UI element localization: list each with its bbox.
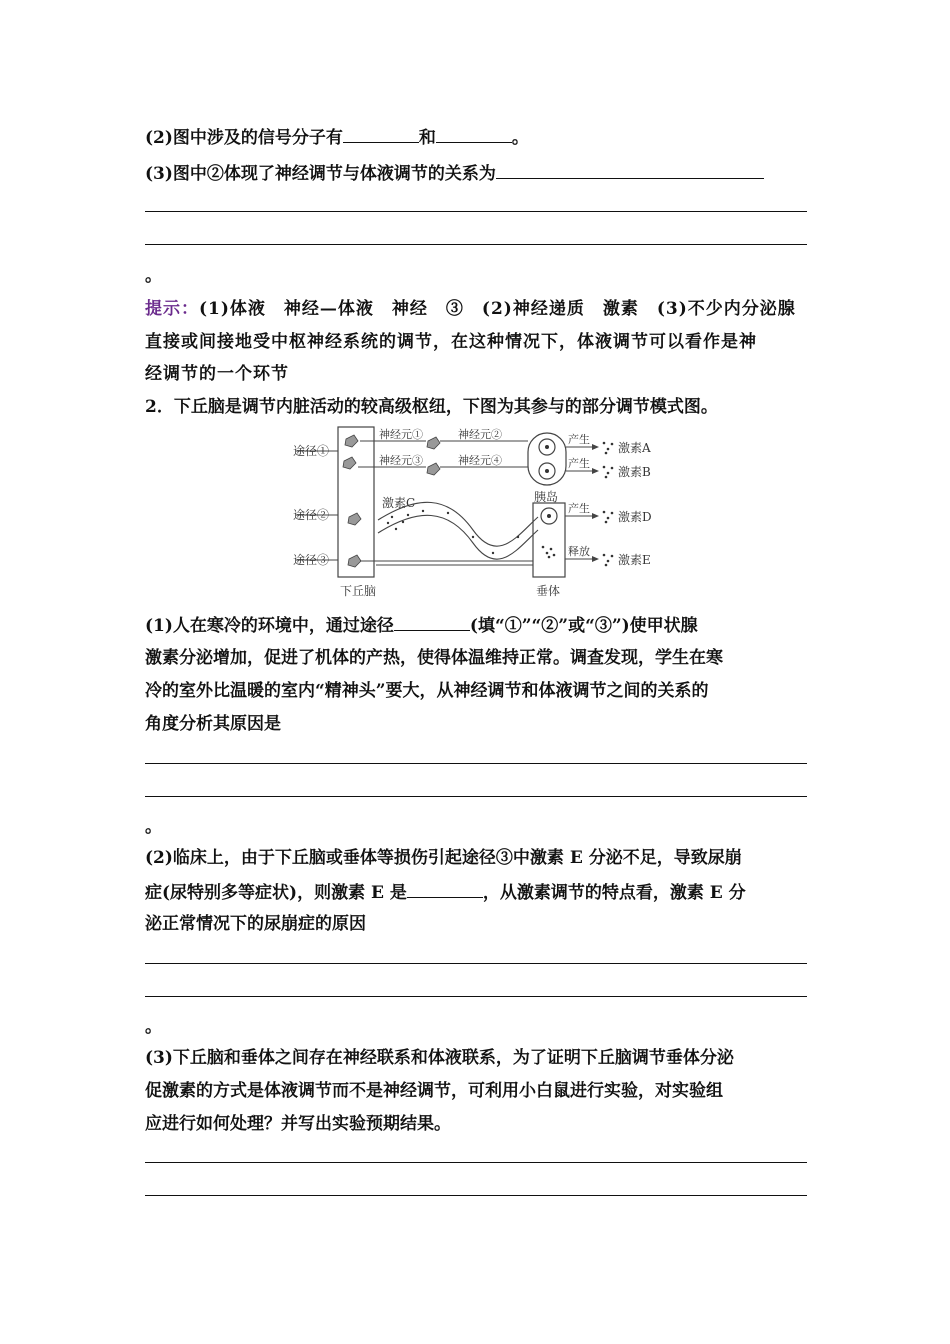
answer-line[interactable] (145, 996, 807, 997)
q2-title: 2．下丘脑是调节内脏活动的较高级枢纽，下图为其参与的部分调节模式图。 (145, 397, 718, 417)
q1-period: 。 (145, 266, 162, 286)
q2-1-period: 。 (145, 817, 162, 837)
q2-3-line-3: 应进行如何处理？并写出实验预期结果。 (145, 1114, 451, 1134)
hint-line-1: 提示：(1)体液 神经—体液 神经 ③ (2)神经递质 激素 (3)不少内分泌腺 (145, 299, 796, 319)
answer-line[interactable] (145, 244, 807, 245)
gland-capsule (528, 433, 566, 485)
answer-line[interactable] (145, 1195, 807, 1196)
release-label: 释放 (568, 545, 590, 558)
hormone-e-label: 激素E (618, 553, 651, 567)
hormone-a-label: 激素A (618, 441, 651, 455)
answer-line[interactable] (145, 211, 807, 212)
q2-1-line-1: (1)人在寒冷的环境中，通过途径 (填“①”“②”或“③”)使甲状腺 (145, 612, 807, 638)
produce-d-label: 产生 (568, 502, 590, 515)
q2-1-line-3: 冷的室外比温暖的室内“精神头”要大，从神经调节和体液调节之间的关系的 (145, 681, 709, 701)
q1-part2: (2)图中涉及的信号分子有 和 。 (145, 124, 807, 150)
answer-blank[interactable] (496, 160, 764, 179)
hormone-c-label: 激素C (382, 496, 416, 510)
path2-label: 途径② (293, 508, 330, 522)
path3-label: 途径③ (293, 553, 330, 567)
q2-3-line-1: (3)下丘脑和垂体之间存在神经联系和体液联系，为了证明下丘脑调节垂体分泌 (145, 1048, 734, 1068)
q2-1-line-4: 角度分析其原因是 (145, 714, 281, 734)
q2-2-line-1: (2)临床上，由于下丘脑或垂体等损伤引起途径③中激素 E 分泌不足，导致尿崩 (145, 848, 742, 868)
q2-2-period: 。 (145, 1017, 162, 1037)
hint-line-3: 经调节的一个环节 (145, 364, 289, 384)
answer-blank[interactable] (394, 612, 470, 631)
answer-blank[interactable] (343, 124, 419, 143)
produce-a-label: 产生 (568, 433, 590, 446)
q2-2-line-2: 症(尿特别多等症状)，则激素 E 是 ，从激素调节的特点看，激素 E 分 (145, 879, 807, 905)
answer-blank[interactable] (407, 879, 483, 898)
hint-line-2: 直接或间接地受中枢神经系统的调节，在这种情况下，体液调节可以看作是神 (145, 332, 757, 352)
answer-line[interactable] (145, 1162, 807, 1163)
q2-2-line-3: 泌正常情况下的尿崩症的原因 (145, 914, 366, 934)
islet-label: 胰岛 (534, 490, 559, 504)
answer-line[interactable] (145, 763, 807, 764)
neuron1-label: 神经元① (379, 428, 423, 441)
produce-b-label: 产生 (568, 457, 590, 470)
q2-3-line-2: 促激素的方式是体液调节而不是神经调节，可利用小白鼠进行实验，对实验组 (145, 1081, 723, 1101)
hypothalamus-label: 下丘脑 (340, 584, 377, 598)
neuron4-label: 神经元④ (458, 454, 502, 467)
hypothalamus-box (338, 427, 374, 577)
answer-line[interactable] (145, 796, 807, 797)
pituitary-label: 垂体 (536, 584, 561, 598)
answer-blank[interactable] (436, 124, 512, 143)
path1-label: 途径① (293, 444, 330, 458)
answer-line[interactable] (145, 963, 807, 964)
q1-part3: (3)图中②体现了神经调节与体液调节的关系为 (145, 160, 807, 186)
hormone-b-label: 激素B (618, 465, 651, 479)
neuron2-label: 神经元② (458, 428, 502, 441)
regulation-diagram (288, 425, 668, 605)
hint-label: 提示： (145, 299, 199, 319)
q2-1-line-2: 激素分泌增加，促进了机体的产热，使得体温维持正常。调查发现，学生在寒 (145, 648, 723, 668)
neuron3-label: 神经元③ (379, 454, 423, 467)
hormone-d-label: 激素D (618, 510, 652, 524)
